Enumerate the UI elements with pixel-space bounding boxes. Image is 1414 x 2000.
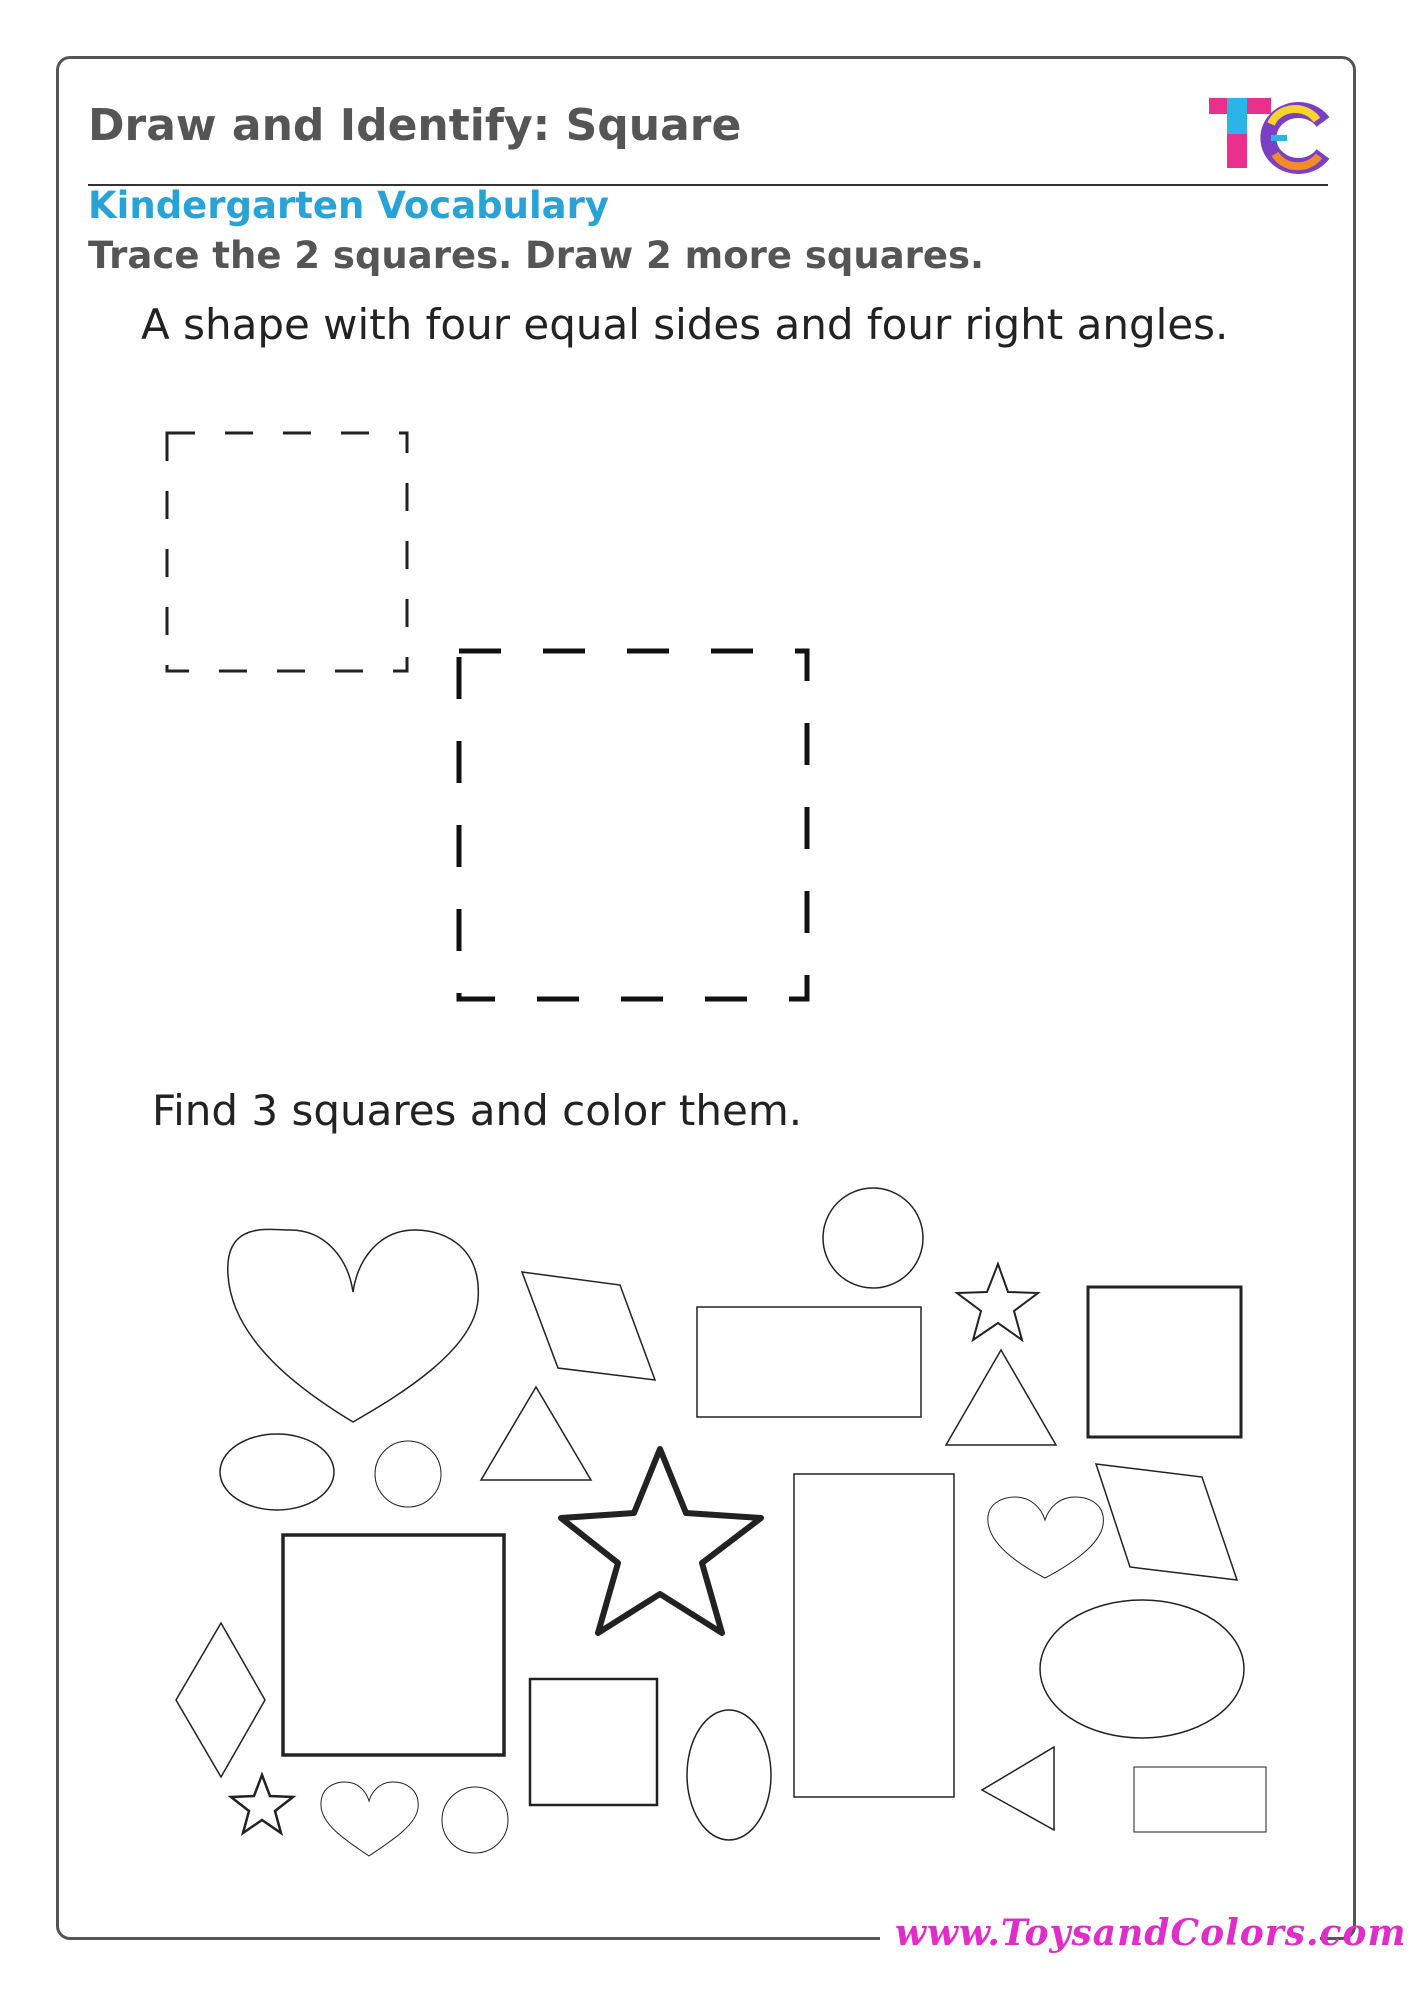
tall-rectangle-shape[interactable] (794, 1474, 954, 1797)
triangle-shape[interactable] (946, 1350, 1056, 1445)
square-shape-top-right[interactable] (1088, 1287, 1241, 1437)
tiny-star-shape[interactable] (231, 1775, 293, 1833)
small-circle-shape[interactable] (375, 1441, 441, 1507)
large-square-shape[interactable] (283, 1535, 504, 1755)
oval-shape[interactable] (220, 1434, 334, 1510)
left-triangle-shape[interactable] (982, 1747, 1054, 1830)
tiny-circle-shape[interactable] (442, 1787, 508, 1853)
find-prompt-text: Find 3 squares and color them. (152, 1086, 803, 1135)
parallelogram-shape-right[interactable] (1096, 1464, 1237, 1580)
subtitle: Kindergarten Vocabulary (88, 184, 609, 227)
small-star-shape[interactable] (957, 1264, 1038, 1340)
medium-square-shape[interactable] (530, 1679, 657, 1805)
trace-square-small[interactable] (167, 433, 407, 671)
circle-shape[interactable] (823, 1188, 923, 1288)
triangle-shape-small[interactable] (481, 1387, 591, 1480)
vertical-oval-shape[interactable] (687, 1710, 771, 1840)
small-rectangle-shape[interactable] (1134, 1767, 1266, 1832)
page-title: Draw and Identify: Square (88, 100, 742, 151)
trace-square-large[interactable] (459, 651, 807, 999)
large-star-shape[interactable] (561, 1449, 761, 1633)
definition-text: A shape with four equal sides and four right angles. (141, 300, 1229, 349)
small-heart-shape[interactable] (988, 1497, 1104, 1578)
large-heart-shape[interactable] (228, 1229, 479, 1422)
footer-website-link[interactable]: www.ToysandColors.com (895, 1912, 1407, 1954)
large-oval-shape[interactable] (1040, 1600, 1244, 1738)
tiny-heart-shape[interactable] (321, 1782, 418, 1856)
rectangle-shape[interactable] (697, 1307, 921, 1417)
diamond-shape[interactable] (176, 1623, 265, 1777)
parallelogram-shape[interactable] (522, 1272, 655, 1380)
instruction-text: Trace the 2 squares. Draw 2 more squares. (88, 234, 985, 277)
